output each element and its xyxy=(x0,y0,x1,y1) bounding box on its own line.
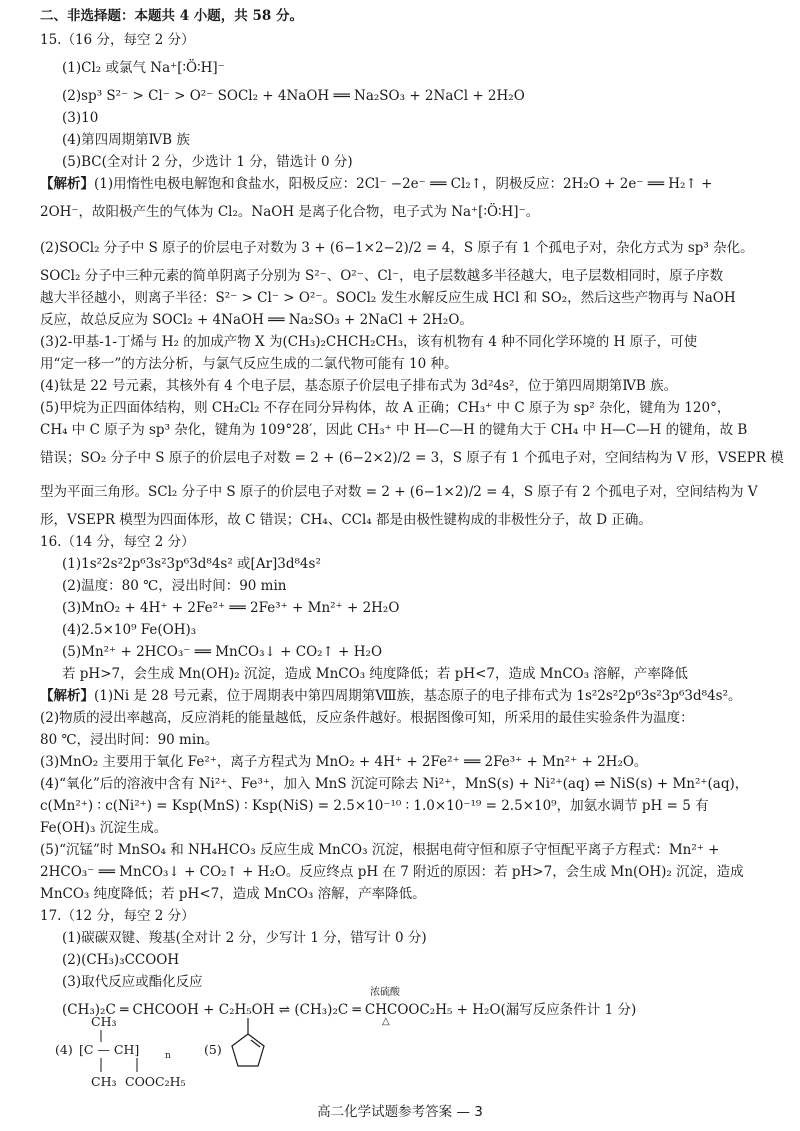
q16-analysis-line-1: 【解析】(1)Ni 是 28 号元素，位于周期表中第四周期第Ⅷ族，基态原子的电子排布式为 1s²2s²2p⁶3s²3p⁶3d⁸4s²。 xyxy=(40,688,742,704)
q15-analysis-line-4: SOCl₂ 分子中三种元素的简单阴离子分别为 S²⁻、O²⁻、Cl⁻，电子层数越多半径越大，电子层数相同时，原子序数 xyxy=(40,268,724,284)
q16-answer-1: (1)1s²2s²2p⁶3s²3p⁶3d⁸4s² 或[Ar]3d⁸4s² xyxy=(62,556,321,572)
q15-analysis-line-3: (2)SOCl₂ 分子中 S 原子的价层电子对数为 3 + (6−1×2−2)/2 = 4，S 原子有 1 个孤电子对，杂化方式为 sp³ 杂化。 xyxy=(40,240,754,256)
q15-answer-1: (1)Cl₂ 或氯气 Na⁺[∶Ö∶H]⁻ xyxy=(62,60,225,76)
polymer-ester-group: COOC₂H₅ xyxy=(125,1074,186,1089)
q15-analysis-line-10: (5)甲烷为正四面体结构，则 CH₂Cl₂ 不存在同分异构体，故 A 正确；CH₃⁺ 中 C 原子为 sp² 杂化，键角为 120°， xyxy=(40,400,731,416)
double-bond xyxy=(251,1040,260,1047)
q15-analysis-line-6: 反应，故总反应为 SOCl₂ + 4NaOH ══ Na₂SO₃ + 2NaCl + 2H₂O。 xyxy=(40,312,473,328)
section-title: 二、非选择题：本题共 4 小题，共 58 分。 xyxy=(40,8,303,24)
cyclopentene-structure xyxy=(200,1012,290,1086)
q15-analysis-line-13: 型为平面三角形。SCl₂ 分子中 S 原子的价层电子对数 = 2 + (6−1×2)/2 = 4，S 原子有 2 个孤电子对，空间结构为 V xyxy=(40,484,758,500)
q16-analysis-line-2: (2)物质的浸出率越高，反应消耗的能量越低，反应条件越好。根据图像可知，所采用的最佳实验条件为温度： xyxy=(40,710,694,726)
q15-analysis-line-12: 错误；SO₂ 分子中 S 原子的价层电子对数 = 2 + (6−2×2)/2 = 3，S 原子有 1 个孤电子对，空间结构为 V 形，VSEPR 模 xyxy=(40,450,784,466)
q15-analysis-line-14: 形，VSEPR 模型为四面体形，故 C 错误；CH₄、CCl₄ 都是由极性键构成的非极性分子，故 D 正确。 xyxy=(40,512,652,528)
polymer-label: (4) xyxy=(55,1042,73,1057)
page-footer: 高二化学试题参考答案 — 3 xyxy=(317,1104,483,1120)
q17-header: 17.（12 分，每空 2 分） xyxy=(40,908,195,924)
q15-analysis-line-9: (4)钛是 22 号元素，其核外有 4 个电子层，基态原子价层电子排布式为 3d²4s²，位于第四周期第ⅣB 族。 xyxy=(40,378,678,394)
q15-answer-3: (3)10 xyxy=(62,110,99,126)
q15-analysis-line-11: CH₄ 中 C 原子为 sp³ 杂化，键角为 109°28′，因此 CH₃⁺ 中 H—C—H 的键角大于 CH₄ 中 H—C—H 的键角，故 B xyxy=(40,422,748,438)
reaction-condition-top: 浓硫酸 xyxy=(370,987,400,998)
q15-analysis-line-5: 越大半径越小，则离子半径：S²⁻ > Cl⁻ > O²⁻。SOCl₂ 发生水解反应生成 HCl 和 SO₂，然后这些产物再与 NaOH xyxy=(40,290,736,306)
q17-answer-2: (2)(CH₃)₃CCOOH xyxy=(62,952,180,968)
q16-analysis-line-8: (5)“沉锰”时 MnSO₄ 和 NH₄HCO₃ 反应生成 MnCO₃ 沉淀，根据电荷守恒和原子守恒配平离子方程式：Mn²⁺ + xyxy=(40,842,720,858)
polymer-backbone: [C — CH] xyxy=(79,1042,140,1057)
q16-analysis-line-7: Fe(OH)₃ 沉淀生成。 xyxy=(40,820,168,836)
q15-analysis-line-7: (3)2-甲基-1-丁烯与 H₂ 的加成产物 X 为(CH₃)₂CHCH₂CH₃，该有机物有 4 种不同化学环境的 H 原子，可使 xyxy=(40,334,698,350)
polymer-subscript: n xyxy=(165,1051,171,1061)
q17-answer-3: (3)取代反应或酯化反应 xyxy=(62,974,203,990)
q15-analysis-line-8: 用“定一移一”的方法分析，与氯气反应生成的二氯代物可能有 10 种。 xyxy=(40,356,458,372)
q16-answer-3: (3)MnO₂ + 4H⁺ + 2Fe²⁺ ══ 2Fe³⁺ + Mn²⁺ + 2H₂O xyxy=(62,600,400,616)
q16-answer-5: (5)Mn²⁺ + 2HCO₃⁻ ══ MnCO₃↓ + CO₂↑ + H₂O xyxy=(62,644,383,660)
q16-analysis-line-10: MnCO₃ 纯度降低；若 pH<7，造成 MnCO₃ 溶解，产率降低。 xyxy=(40,886,426,902)
q16-answer-5-note: 若 pH>7，会生成 Mn(OH)₂ 沉淀，造成 MnCO₃ 纯度降低；若 pH<7，造成 MnCO₃ 溶解，产率降低 xyxy=(62,666,688,682)
q15-analysis-line-2: 2OH⁻，故阳极产生的气体为 Cl₂。NaOH 是离子化合物，电子式为 Na⁺[∶Ö∶H]⁻。 xyxy=(40,204,540,220)
q17-answer-3-equation: (CH₃)₂C ═ CHCOOH + C₂H₅OH ⇌ (CH₃)₂C ═ CHCOOC₂H₅ + H₂O(漏写反应条件计 1 分) xyxy=(62,1002,637,1018)
q17-answer-1: (1)碳碳双键、羧基(全对计 2 分，少写计 1 分，错写计 0 分) xyxy=(62,930,427,946)
q15-answer-2: (2)sp³ S²⁻ > Cl⁻ > O²⁻ SOCl₂ + 4NaOH ══ Na₂SO₃ + 2NaCl + 2H₂O xyxy=(62,88,525,104)
q16-header: 16.（14 分，每空 2 分） xyxy=(40,534,195,550)
analysis-tag: 【解析】 xyxy=(40,176,94,192)
q16-answer-2: (2)温度：80 ℃，浸出时间：90 min xyxy=(62,578,287,594)
q15-answer-5: (5)BC(全对计 2 分，少选计 1 分，错选计 0 分) xyxy=(62,154,353,170)
q15-answer-4: (4)第四周期第ⅣB 族 xyxy=(62,132,190,148)
q16-analysis-line-3: 80 ℃，浸出时间：90 min。 xyxy=(40,732,219,748)
q15-analysis-line-1: 【解析】(1)用惰性电极电解饱和食盐水，阳极反应：2Cl⁻ −2e⁻ ══ Cl₂↑，阴极反应：2H₂O + 2e⁻ ══ H₂↑ + xyxy=(40,176,713,192)
analysis-tag: 【解析】 xyxy=(40,688,94,704)
ring-bond xyxy=(232,1034,264,1066)
reaction-condition-bottom: △ xyxy=(382,1016,390,1027)
q16-answer-4: (4)2.5×10⁹ Fe(OH)₃ xyxy=(62,622,197,638)
q16-analysis-line-5: (4)“氧化”后的溶液中含有 Ni²⁺、Fe³⁺，加入 MnS 沉淀可除去 Ni²⁺，MnS(s) + Ni²⁺(aq) ⇌ NiS(s) + Mn²⁺(aq)， xyxy=(40,776,749,792)
polymer-top-methyl: CH₃ xyxy=(91,1014,117,1029)
q16-analysis-line-9: 2HCO₃⁻ ══ MnCO₃↓ + CO₂↑ + H₂O。反应终点 pH 在 7 附近的原因：若 pH>7，会生成 Mn(OH)₂ 沉淀，造成 xyxy=(40,864,744,880)
q17-part5-label: (5) xyxy=(204,1042,222,1057)
q16-analysis-line-6: c(Mn²⁺) ∶ c(Ni²⁺) = Ksp(MnS) ∶ Ksp(NiS) = 2.5×10⁻¹⁰ ∶ 1.0×10⁻¹⁹ = 2.5×10⁹，加氨水调节 pH = 5 有 xyxy=(40,798,709,814)
q15-header: 15.（16 分，每空 2 分） xyxy=(40,32,195,48)
polymer-bottom-methyl: CH₃ xyxy=(91,1074,117,1089)
q16-analysis-line-4: (3)MnO₂ 主要用于氧化 Fe²⁺，离子方程式为 MnO₂ + 4H⁺ + 2Fe²⁺ ══ 2Fe³⁺ + Mn²⁺ + 2H₂O。 xyxy=(40,754,648,770)
